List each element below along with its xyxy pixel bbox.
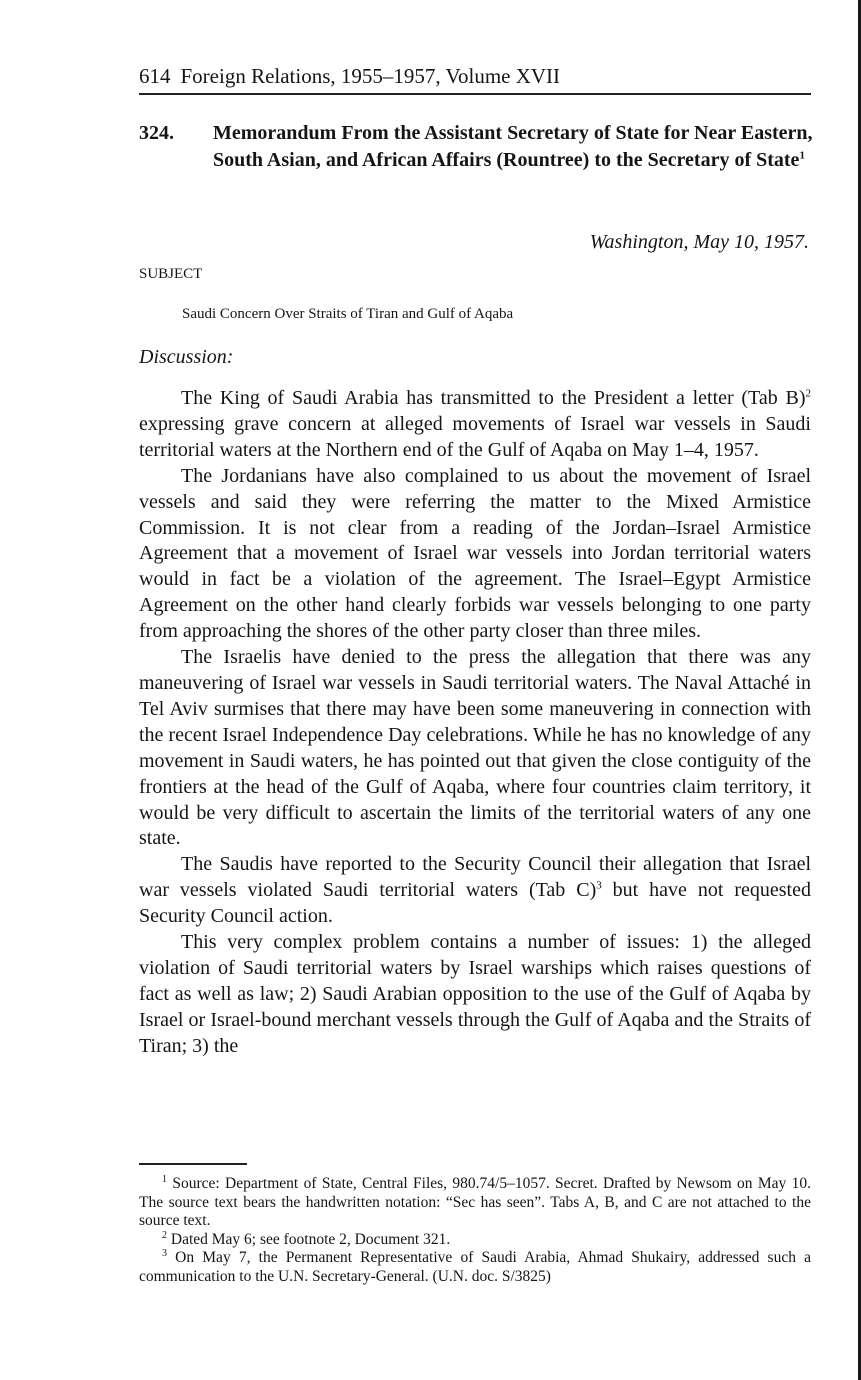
footnote-ref-3[interactable]: 3 (596, 879, 602, 892)
running-head (139, 62, 811, 90)
document-title-text: Memorandum From the Assistant Secretary of State for Near Eastern, South Asian, and African Affairs (Rountree) to the Secretary of State (213, 122, 813, 171)
paragraph-3: The Israelis have denied to the press the allegation that there was any maneuvering of Israel war vessels in Saudi territorial waters. The Naval Attaché in Tel Aviv surmises that there may have been some maneuvering in connection with the recent Israel Independence Day celebrations. While he has no knowledge of any movement in Saudi waters, he has pointed out that given the close contiguity of the frontiers at the head of the Gulf of Aqaba, where four countries claim territory, it would be very difficult to ascertain the limits of the territorial waters of any one state. (139, 646, 811, 850)
footnote-rule (139, 1163, 247, 1165)
footnote-mark: 2 (162, 1229, 167, 1241)
document-number: 324. (139, 122, 174, 144)
footnote-1: $^1$ Source: Department of State, Central Files, 980.74/5–1057. Secret. Drafted by Newsom on May 10. The source text bears the handwritten notation: “Sec has seen”. Tabs A, B, and C are not attached to the source text. (139, 1173, 811, 1229)
paragraph-4: The Saudis have reported to the Security Council their allegation that Israel war vessels violated Saudi territorial waters (Tab C)$^3$ but have not requested Security Council action. (139, 853, 811, 928)
series-title: Foreign Relations, 1955–1957, Volume XVII (180, 64, 561, 88)
discussion-label: Discussion: (139, 346, 234, 368)
footnotes (139, 1175, 811, 1286)
paragraph-1: The King of Saudi Arabia has transmitted to the President a letter (Tab B)$^2$ expressing grave concern at alleged movements of Israel war vessels in Saudi territorial waters at the Northern end of the Gulf of Aqaba on May 1–4, 1957. (139, 387, 811, 461)
footnote-mark: 1 (162, 1173, 167, 1185)
footnote-ref-1[interactable]: 1 (799, 149, 805, 162)
memo-body (139, 386, 811, 1060)
page-number: 614 (139, 64, 171, 88)
dateline: Washington, May 10, 1957. (589, 231, 809, 253)
footnote-ref-2[interactable]: 2 (805, 387, 811, 400)
header-rule (139, 93, 811, 95)
footnote-3: $^3$ On May 7, the Permanent Representative of Saudi Arabia, Ahmad Shukairy, addressed such a communication to the U.N. Secretary-General. (U.N. doc. S/3825) (139, 1247, 812, 1285)
footnote-mark: 3 (162, 1247, 167, 1259)
subject-text: Saudi Concern Over Straits of Tiran and Gulf of Aqaba (182, 306, 514, 322)
paragraph-2: The Jordanians have also complained to us about the movement of Israel vessels and said they were referring the matter to the Mixed Armistice Commission. It is not clear from a reading of the Jordan–Israel Armistice Agreement that a movement of Israel war vessels into Jordan territorial waters would in fact be a violation of the agreement. The Israel–Egypt Armistice Agreement on the other hand clearly forbids war vessels belonging to one party from approaching the shores of the other party closer than three miles. (139, 464, 811, 643)
footnote-2: $^2$ Dated May 6; see footnote 2, Document 321. (162, 1229, 451, 1248)
paragraph-5: This very complex problem contains a number of issues: 1) the alleged violation of Saudi territorial waters by Israel warships which raises questions of fact as well as law; 2) Saudi Arabian opposition to the use of the Gulf of Aqaba by Israel or Israel-bound merchant vessels through the Gulf of Aqaba and the Straits of Tiran; 3) the (139, 931, 811, 1057)
subject-label: SUBJECT (139, 266, 203, 282)
document-title (213, 120, 813, 174)
